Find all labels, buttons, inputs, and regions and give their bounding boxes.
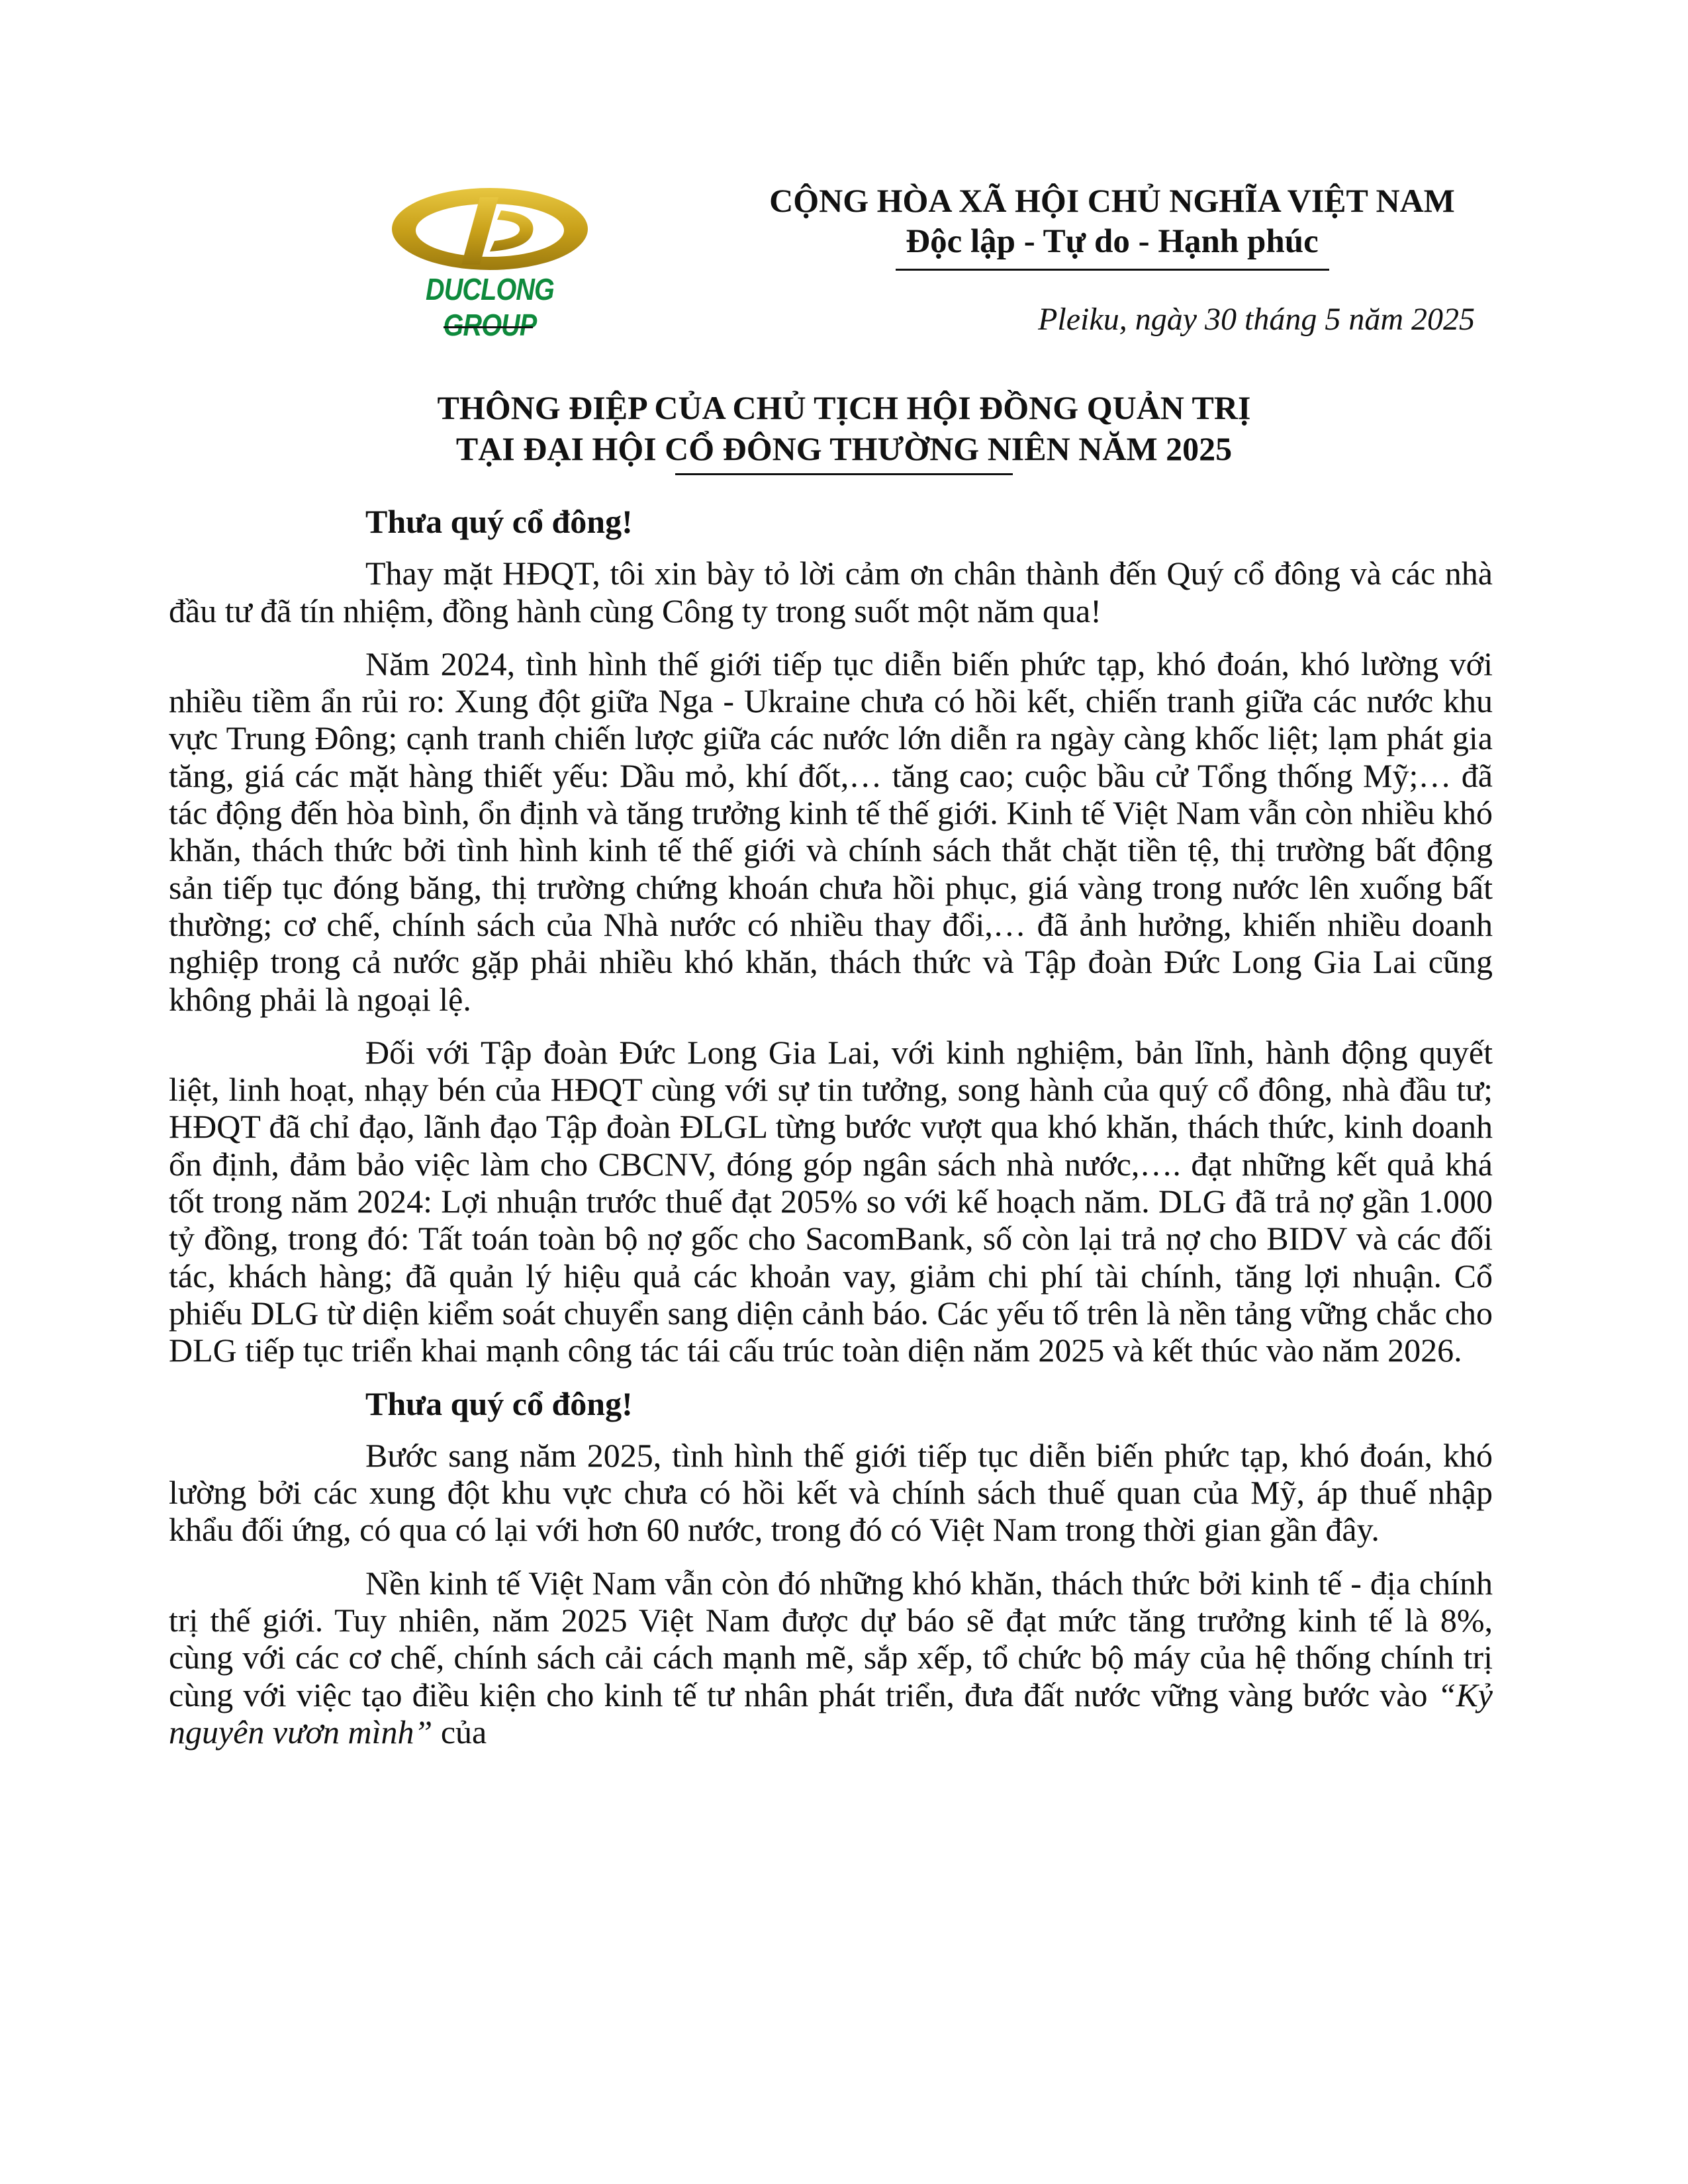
nation-name: CỘNG HÒA XÃ HỘI CHỦ NGHĨA VIỆT NAM [769, 182, 1455, 219]
paragraph-text: Nền kinh tế Việt Nam vẫn còn đó những khó khăn, thách thức bởi kinh tế - địa chính trị thế giới. Tuy nhiên, năm 2025 Việt Nam được dự báo sẽ đạt mức tăng trưởng kinh tế là 8%, cùng với các cơ chế, chính sách cải cách mạnh mẽ, sắp xếp, tổ chức bộ máy của hệ thống chính trị cùng với việc tạo điều kiện cho kinh tế tư nhân phát triển, đưa đất nước vững vàng bước vào [169, 1564, 1493, 1713]
logo-wordmark: DUCLONG GROUP [426, 272, 554, 342]
emphasized-phrase: “Kỷ nguyên vươn mình” [169, 1676, 1493, 1751]
paragraph [169, 1565, 1493, 1751]
title-line-1: THÔNG ĐIỆP CỦA CHỦ TỊCH HỘI ĐỒNG QUẢN TRỊ [437, 389, 1251, 426]
logo-underline [444, 326, 533, 328]
letter-body [169, 503, 1493, 1766]
salutation: Thưa quý cổ đông! [365, 1385, 633, 1422]
dateline: Pleiku, ngày 30 tháng 5 năm 2025 [1038, 302, 1475, 337]
paragraph: Thay mặt HĐQT, tôi xin bày tỏ lời cảm ơn chân thành đến Quý cổ đông và các nhà đầu tư đã tín nhiệm, đồng hành cùng Công ty trong suốt một năm qua! [169, 555, 1493, 629]
national-header [735, 180, 1489, 271]
document-title [199, 387, 1489, 475]
nation-motto: Độc lập - Tự do - Hạnh phúc [906, 223, 1319, 260]
motto-underline [896, 269, 1329, 271]
paragraph: Bước sang năm 2025, tình hình thế giới tiếp tục diễn biến phức tạp, khó đoán, khó lường bởi các xung đột khu vực chưa có hồi kết và chính sách thuế quan của Mỹ, áp thuế nhập khẩu đối ứng, có qua có lại với hơn 60 nước, trong đó có Việt Nam trong thời gian gần đây. [169, 1436, 1493, 1549]
company-logo [381, 177, 599, 342]
paragraph: Đối với Tập đoàn Đức Long Gia Lai, với kinh nghiệm, bản lĩnh, hành động quyết liệt, linh hoạt, nhạy bén của HĐQT cùng với sự tin tưởng, song hành của quý cổ đông, nhà đầu tư; HĐQT đã chỉ đạo, lãnh đạo Tập đoàn ĐLGL từng bước vượt qua khó khăn, thách thức, kinh doanh ổn định, đảm bảo việc làm cho CBCNV, đóng góp ngân sách nhà nước,…. đạt những kết quả khá tốt trong năm 2024: Lợi nhuận trước thuế đạt 205% so với kế hoạch năm. DLG đã trả nợ gần 1.000 tỷ đồng, trong đó: Tất toán toàn bộ nợ gốc cho SacomBank, số còn lại trả nợ cho BIDV và các đối tác, khách hàng; đã quản lý hiệu quả các khoản vay, giảm chi phí tài chính, tăng lợi nhuận. Cổ phiếu DLG từ diện kiểm soát chuyển sang diện cảnh báo. Các yếu tố trên là nền tảng vững chắc cho DLG tiếp tục triển khai mạnh công tác tái cấu trúc toàn diện năm 2025 và kết thúc vào năm 2026. [169, 1033, 1493, 1369]
paragraph: Năm 2024, tình hình thế giới tiếp tục diễn biến phức tạp, khó đoán, khó lường với nhiều tiềm ẩn rủi ro: Xung đột giữa Nga - Ukraine chưa có hồi kết, chiến tranh giữa các nước khu vực Trung Đông; cạnh tranh chiến lược giữa các nước lớn diễn ra ngày càng khốc liệt; lạm phát gia tăng, giá các mặt hàng thiết yếu: Dầu mỏ, khí đốt,… tăng cao; cuộc bầu cử Tổng thống Mỹ;… đã tác động đến hòa bình, ổn định và tăng trưởng kinh tế thế giới. Kinh tế Việt Nam vẫn còn nhiều khó khăn, thách thức bởi tình hình kinh tế thế giới và chính sách thắt chặt tiền tệ, thị trường bất động sản tiếp tục đóng băng, thị trường chứng khoán chưa hồi phục, giá vàng trong nước lên xuống bất thường; cơ chế, chính sách của Nhà nước có nhiều thay đổi,… đã ảnh hưởng, khiến nhiều doanh nghiệp trong cả nước gặp phải nhiều khó khăn, thách thức và Tập đoàn Đức Long Gia Lai cũng không phải là ngoại lệ. [169, 645, 1493, 1018]
title-underline [675, 473, 1013, 475]
paragraph-tail: của [432, 1713, 487, 1751]
salutation: Thưa quý cổ đông! [365, 503, 633, 540]
title-line-2: TẠI ĐẠI HỘI CỔ ĐÔNG THƯỜNG NIÊN NĂM 2025 [455, 430, 1233, 467]
logo-emblem [381, 177, 599, 277]
